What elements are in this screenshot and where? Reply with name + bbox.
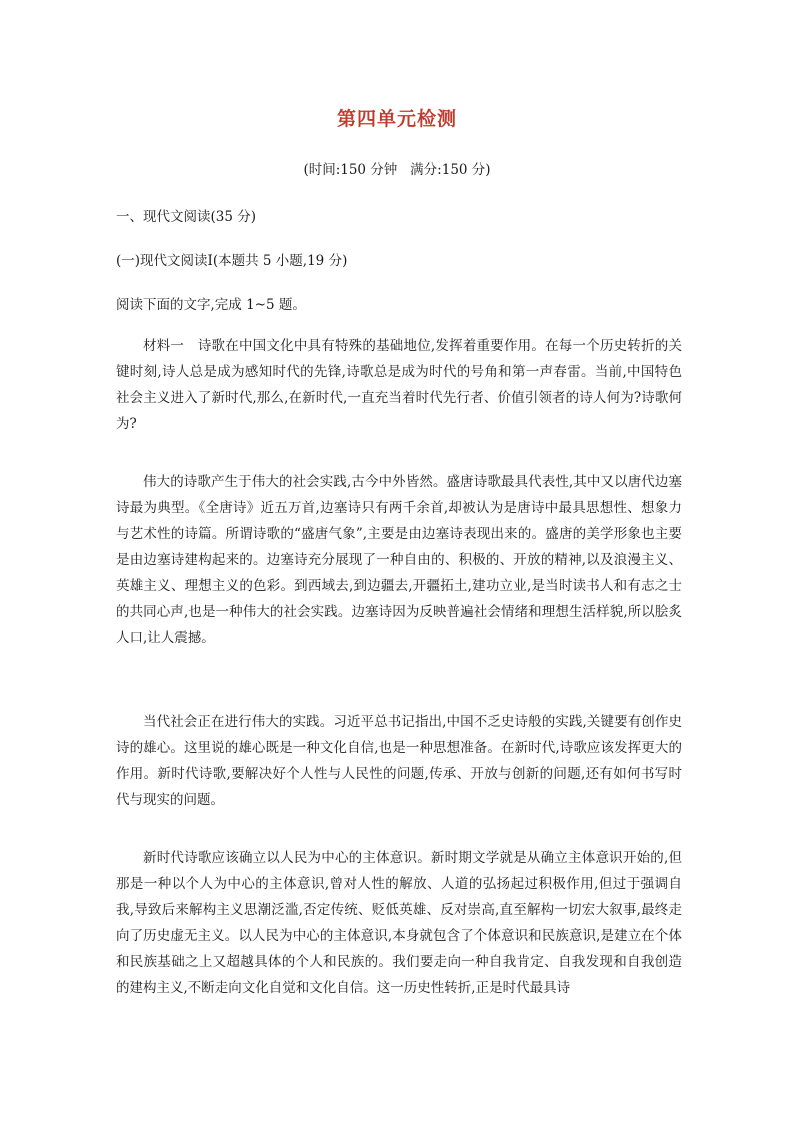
paragraph-subject-consciousness: 新时代诗歌应该确立以人民为中心的主体意识。新时期文学就是从确立主体意识开始的,但那是一种以个人为中心的主体意识,曾对人性的解放、人道的弘扬起过积极作用,但过于强调自我,导致后来解构主义思潮泛滥,否定传统、贬低英雄、反对崇高,直至解构一切宏大叙事,最终走向了历史虚无主义。以人民为中心的主体意识,本身就包含了个体意识和民族意识,是建立在个体和民族基础之上又超越具体的个人和民族的。我们要走向一种自我肯定、自我发现和自我创造的建构主义,不断走向文化自觉和文化自信。这一历史性转折,正是时代最具诗 (116, 850, 682, 996)
exam-time-info: (时间:150 分钟 满分:150 分) (303, 162, 491, 178)
paragraph-frontier-poetry: 伟大的诗歌产生于伟大的社会实践,古今中外皆然。盛唐诗歌最具代表性,其中又以唐代边塞诗最为典型。《全唐诗》近五万首,边塞诗只有两千余首,却被认为是唐诗中最具思想性、想象力与艺术性的诗篇。所谓诗歌的“盛唐气象”,主要是由边塞诗表现出来的。盛唐的美学形象也主要是由边塞诗建构起来的。边塞诗充分展现了一种自由的、积极的、开放的精神,以及浪漫主义、英雄主义、理想主义的色彩。到西域去,到边疆去,开疆拓土,建功立业,是当时读书人和有志之士的共同心声,也是一种伟大的社会实践。边塞诗因为反映普遍社会情绪和理想生活样貌,所以脍炙人口,让人震撼。 (116, 474, 682, 646)
reading-instruction: 阅读下面的文字,完成 1~5 题。 (116, 297, 306, 313)
document-title: 第四单元检测 (336, 108, 457, 130)
paragraph-material-one: 材料一 诗歌在中国文化中具有特殊的基础地位,发挥着重要作用。在每一个历史转折的关键时刻,诗人总是成为感知时代的先锋,诗歌总是成为时代的号角和第一声春雷。当前,中国特色社会主义进入了新时代,那么,在新时代,一直充当着时代先行者、价值引领者的诗人何为?诗歌何为? (116, 338, 682, 432)
subsection-heading: (一)现代文阅读Ⅰ(本题共 5 小题,19 分) (116, 253, 348, 269)
paragraph-contemporary-practice: 当代社会正在进行伟大的实践。习近平总书记指出,中国不乏史诗般的实践,关键要有创作史诗的雄心。这里说的雄心既是一种文化自信,也是一种思想准备。在新时代,诗歌应该发挥更大的作用。新时代诗歌,要解决好个人性与人民性的问题,传承、开放与创新的问题,还有如何书写时代与现实的问题。 (116, 714, 682, 808)
section-heading: 一、现代文阅读(35 分) (116, 209, 257, 225)
